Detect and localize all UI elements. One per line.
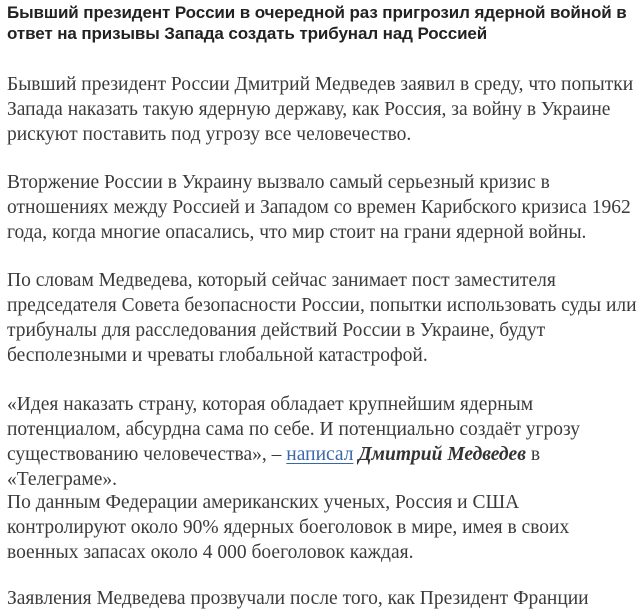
article-paragraph: Вторжение России в Украину вызвало самый серьезный кризис в отношениях между Россией и Западом со времен Карибского кризиса 1962 года, когда многие опасались, что мир стоит на грани ядерной войны. [7, 172, 631, 243]
quote-source: в «Телеграме». [7, 444, 541, 490]
article-paragraph: По данным Федерации американских ученых, Россия и США контролируют около 90% ядерных боеголовок в мире, имея в своих военных запасах около 4 000 боеголовок каждая. [7, 492, 570, 563]
quote-text: «Идея наказать страну, которая обладает крупнейшим ядерным потенциалом, абсурдна сама по себе. И потенциально создаёт угрозу существованию человечества», – [7, 394, 581, 465]
quote-paragraph [7, 392, 637, 492]
article-headline: Бывший президент России в очередной раз пригрозил ядерной войной в ответ на призывы Запада создать трибунал над Россией [7, 3, 627, 43]
article-paragraph: Бывший президент России Дмитрий Медведев заявил в среду, что попытки Запада наказать такую ядерную державу, как Россия, за войну в Украине рискуют поставить под угрозу все человечество. [7, 74, 634, 145]
article-paragraph: По словам Медведева, который сейчас занимает пост заместителя председателя Совета безопасности России, попытки использовать суды или трибуналы для расследования действий России в Украине, будут бесполезными и чреваты глобальной катастрофой. [7, 270, 637, 366]
quote-author: Дмитрий Медведев [358, 444, 526, 465]
article-paragraph-cut-off: Заявления Медведева прозвучали после того, как Президент Франции [7, 588, 589, 609]
article [7, 0, 637, 609]
source-link[interactable]: написал [286, 444, 354, 465]
